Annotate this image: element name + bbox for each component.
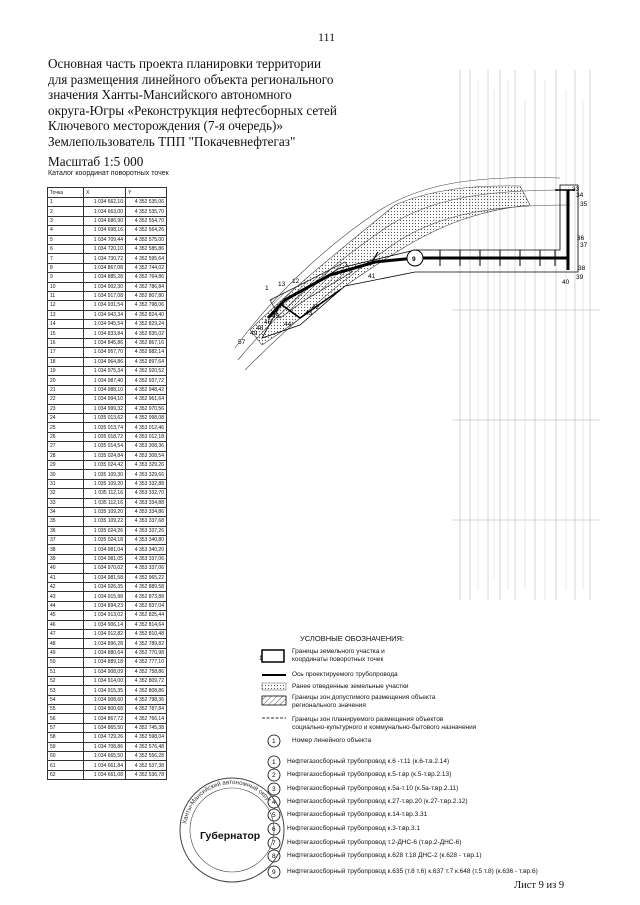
map-label: 41	[368, 273, 376, 280]
y-cell: 4 352 537,38	[126, 761, 167, 770]
object-number: 7	[272, 840, 276, 847]
point-cell: 36	[48, 526, 84, 535]
legend-item	[292, 683, 409, 691]
x-cell: 1 034 964,86	[84, 357, 126, 366]
sheet-number: Лист 9 из 9	[514, 880, 565, 891]
legend-text: Границы зон планируемого размещения объектов	[292, 716, 444, 723]
x-cell: 1 034 981,58	[84, 573, 126, 582]
point-cell: 62	[48, 770, 84, 779]
point-cell: 60	[48, 752, 84, 761]
map-label: 43	[305, 310, 313, 317]
object-number: 8	[272, 853, 276, 860]
point-cell: 46	[48, 620, 84, 629]
point-cell: 26	[48, 432, 84, 441]
point-cell: 32	[48, 489, 84, 498]
legend-text: Номер линейного объекта	[292, 737, 372, 744]
y-cell: 4 353 332,70	[126, 489, 167, 498]
point-cell: 28	[48, 451, 84, 460]
x-cell: 1 034 975,34	[84, 367, 126, 376]
x-cell: 1 034 915,98	[84, 592, 126, 601]
legend-text: Ранее отведенные земельные участки	[292, 683, 409, 690]
x-cell: 1 034 880,64	[84, 648, 126, 657]
legend-text: Ось проектируемого трубопровода	[292, 671, 398, 678]
legend-text: Границы земельного участка и	[292, 648, 385, 655]
map-label: 44	[284, 321, 292, 328]
x-cell: 1 034 945,54	[84, 320, 126, 329]
point-cell: 23	[48, 404, 84, 413]
y-cell: 4 353 334,88	[126, 498, 167, 507]
x-cell: 1 034 661,08	[84, 770, 126, 779]
x-cell: 1 034 889,18	[84, 658, 126, 667]
x-cell: 1 034 987,40	[84, 376, 126, 385]
point-cell: 13	[48, 310, 84, 319]
y-cell: 4 352 789,82	[126, 639, 167, 648]
y-cell: 4 353 340,20	[126, 545, 167, 554]
x-cell: 1 034 931,54	[84, 301, 126, 310]
y-cell: 4 352 786,84	[126, 282, 167, 291]
y-cell: 4 352 882,14	[126, 348, 167, 357]
x-cell: 1 034 729,26	[84, 733, 126, 742]
y-cell: 4 353 340,80	[126, 536, 167, 545]
x-cell: 1 034 662,10	[84, 198, 126, 207]
y-cell: 4 353 308,36	[126, 442, 167, 451]
y-cell: 4 353 334,86	[126, 507, 167, 516]
y-cell: 4 352 835,02	[126, 329, 167, 338]
header-y: Y	[126, 188, 167, 198]
x-cell: 1 034 970,02	[84, 564, 126, 573]
object-number: 2	[272, 772, 276, 779]
point-cell: 8	[48, 263, 84, 272]
point-cell: 9	[48, 273, 84, 282]
object-number: 5	[272, 812, 276, 819]
page-number: 111	[318, 30, 336, 44]
point-cell: 59	[48, 742, 84, 751]
point-cell: 57	[48, 723, 84, 732]
title-line: Основная часть проекта планировки территории	[48, 56, 322, 71]
x-cell: 1 035 112,16	[84, 498, 126, 507]
y-cell: 4 352 535,06	[126, 198, 167, 207]
point-cell: 52	[48, 676, 84, 685]
object-line: Нефтегазосборный трубопровод к.6 -т.11 (к.6-т.в.2.14)	[287, 758, 450, 765]
stamp-ring-text-path: Ханты-Мансийский автономный округ	[181, 778, 273, 825]
y-cell: 4 352 564,26	[126, 226, 167, 235]
title-line: Землепользователь ТПП "Покачевнефтегаз"	[48, 133, 296, 149]
object-number: 1	[272, 759, 276, 766]
y-cell: 4 353 337,26	[126, 526, 167, 535]
y-cell: 4 352 961,64	[126, 395, 167, 404]
y-cell: 4 352 770,98	[126, 648, 167, 657]
map-label: 1	[265, 285, 269, 292]
x-cell: 1 034 943,34	[84, 310, 126, 319]
x-cell: 1 035 109,20	[84, 479, 126, 488]
map-label: 42	[312, 304, 320, 311]
point-cell: 50	[48, 658, 84, 667]
point-cell: 19	[48, 367, 84, 376]
object-line: Нефтегазосборный трубопровод к.14-т.вр.3.31	[287, 811, 428, 818]
y-cell: 4 352 889,58	[126, 583, 167, 592]
point-cell: 31	[48, 479, 84, 488]
x-cell: 1 034 665,50	[84, 752, 126, 761]
point-cell: 45	[48, 611, 84, 620]
y-cell: 4 352 970,56	[126, 404, 167, 413]
x-cell: 1 034 999,32	[84, 404, 126, 413]
map-label: 57	[238, 339, 246, 346]
point-cell: 51	[48, 667, 84, 676]
map-label: 36	[577, 235, 585, 242]
point-cell: 34	[48, 507, 84, 516]
x-cell: 1 034 730,72	[84, 254, 126, 263]
point-cell: 7	[48, 254, 84, 263]
x-cell: 1 034 981,05	[84, 554, 126, 563]
object-line: Нефтегазосборный трубопровод к.5а-т.10 (к.5а-т.вр.2.11)	[287, 785, 459, 792]
point-cell: 1	[48, 198, 84, 207]
legend-title: УСЛОВНЫЕ ОБОЗНАЧЕНИЯ:	[300, 634, 405, 643]
point-cell: 25	[48, 423, 84, 432]
x-cell: 1 034 915,35	[84, 686, 126, 695]
legend-item	[292, 648, 385, 664]
object-number: 4	[272, 799, 276, 806]
title-line: для размещения линейного объекта регионального	[48, 71, 334, 87]
object-line: Нефтегазосборный трубопровод к.628 т.18 ДНС-2 (к.628 - т.вр.1)	[287, 852, 482, 859]
x-cell: 1 035 112,16	[84, 489, 126, 498]
x-cell: 1 034 896,28	[84, 639, 126, 648]
point-cell: 2	[48, 207, 84, 216]
point-cell: 43	[48, 592, 84, 601]
point-cell: 10	[48, 282, 84, 291]
y-cell: 4 352 829,24	[126, 320, 167, 329]
x-cell: 1 034 867,72	[84, 714, 126, 723]
y-cell: 4 352 535,70	[126, 207, 167, 216]
map-label: 39	[576, 274, 584, 281]
x-cell: 1 035 109,30	[84, 470, 126, 479]
point-cell: 53	[48, 686, 84, 695]
point-cell: 40	[48, 564, 84, 573]
y-cell: 4 352 575,00	[126, 235, 167, 244]
header-point: Точка	[48, 188, 84, 198]
point-cell: 18	[48, 357, 84, 366]
legend-item	[292, 737, 371, 745]
title-line: значения Ханты-Мансийского автономного	[48, 87, 292, 103]
x-cell: 1 034 865,50	[84, 723, 126, 732]
map-label: 38	[578, 265, 586, 272]
point-cell: 14	[48, 320, 84, 329]
map-label: 48	[256, 325, 264, 332]
y-cell: 4 352 554,70	[126, 216, 167, 225]
x-cell: 1 034 988,10	[84, 385, 126, 394]
point-cell: 12	[48, 301, 84, 310]
x-cell: 1 034 867,08	[84, 263, 126, 272]
map-label: 9	[412, 256, 416, 263]
point-cell: 55	[48, 705, 84, 714]
x-cell: 1 035 018,72	[84, 432, 126, 441]
object-line: Нефтегазосборный трубопровод к.635 (т.8 т.6) к.637 т.7 к.648 (т.5 т.8) (к.636 - т.вр.6)	[287, 868, 538, 875]
legend-text: социально-культурного и коммунально-бытового назначения	[292, 724, 477, 731]
stamp-center-text: Губернатор	[200, 830, 261, 842]
map-label: 34	[576, 192, 584, 199]
y-cell: 4 352 798,06	[126, 301, 167, 310]
y-cell: 4 352 873,88	[126, 592, 167, 601]
point-cell: 22	[48, 395, 84, 404]
object-number: 3	[272, 786, 276, 793]
map-label: 49	[250, 330, 258, 337]
y-cell: 4 352 807,80	[126, 291, 167, 300]
object-number: 9	[272, 869, 276, 876]
point-cell: 29	[48, 460, 84, 469]
point-cell: 47	[48, 629, 84, 638]
point-cell: 42	[48, 583, 84, 592]
point-cell: 6	[48, 244, 84, 253]
point-cell: 39	[48, 554, 84, 563]
y-cell: 4 352 809,72	[126, 676, 167, 685]
x-cell: 1 034 686,90	[84, 216, 126, 225]
x-cell: 1 034 885,28	[84, 273, 126, 282]
y-cell: 4 353 329,66	[126, 470, 167, 479]
x-cell: 1 034 906,14	[84, 620, 126, 629]
point-cell: 16	[48, 338, 84, 347]
x-cell: 1 034 913,02	[84, 611, 126, 620]
x-cell: 1 035 024,18	[84, 536, 126, 545]
map-vertical-texture	[478, 80, 583, 600]
point-cell: 44	[48, 601, 84, 610]
y-cell: 4 353 337,06	[126, 564, 167, 573]
x-cell: 1 034 912,82	[84, 629, 126, 638]
legend-text: Границы зон допустимого размещения объекта	[292, 694, 436, 701]
y-cell: 4 352 744,02	[126, 263, 167, 272]
point-cell: 30	[48, 470, 84, 479]
y-cell: 4 352 595,64	[126, 254, 167, 263]
x-cell: 1 035 024,84	[84, 451, 126, 460]
map-label: 45	[272, 313, 280, 320]
y-cell: 4 352 556,28	[126, 752, 167, 761]
y-cell: 4 352 745,38	[126, 723, 167, 732]
x-cell: 1 034 957,70	[84, 348, 126, 357]
x-cell: 1 034 894,23	[84, 601, 126, 610]
x-cell: 1 034 845,86	[84, 338, 126, 347]
y-cell: 4 353 332,88	[126, 479, 167, 488]
x-cell: 1 035 013,62	[84, 413, 126, 422]
point-cell: 3	[48, 216, 84, 225]
point-cell: 38	[48, 545, 84, 554]
map-label: 40	[562, 279, 570, 286]
point-cell: 61	[48, 761, 84, 770]
map-label: 37	[580, 242, 588, 249]
y-cell: 4 352 965,22	[126, 573, 167, 582]
point-cell: 20	[48, 376, 84, 385]
y-cell: 4 353 337,68	[126, 517, 167, 526]
x-cell: 1 034 800,68	[84, 705, 126, 714]
y-cell: 4 352 798,36	[126, 695, 167, 704]
y-cell: 4 352 897,64	[126, 357, 167, 366]
y-cell: 4 353 337,06	[126, 554, 167, 563]
x-cell: 1 035 109,22	[84, 517, 126, 526]
x-cell: 1 035 024,42	[84, 460, 126, 469]
x-cell: 1 034 833,84	[84, 329, 126, 338]
point-cell: 49	[48, 648, 84, 657]
point-cell: 27	[48, 442, 84, 451]
title-line: округа-Югры «Реконструкция нефтесборных сетей	[48, 102, 337, 118]
point-cell: 11	[48, 291, 84, 300]
object-line: Нефтегазосборный трубопровод к.5-т.вр (к.5-т.вр.2.13)	[287, 771, 452, 778]
x-cell: 1 034 994,10	[84, 395, 126, 404]
map-grid	[452, 70, 600, 600]
x-cell: 1 034 661,84	[84, 761, 126, 770]
y-cell: 4 352 808,86	[126, 686, 167, 695]
y-cell: 4 352 576,48	[126, 742, 167, 751]
map-label: 35	[580, 201, 588, 208]
y-cell: 4 352 814,64	[126, 620, 167, 629]
x-cell: 1 034 720,10	[84, 244, 126, 253]
title-line: Ключевого месторождения (7-я очередь)»	[48, 118, 283, 134]
point-cell: 21	[48, 385, 84, 394]
y-cell: 4 352 824,40	[126, 310, 167, 319]
point-cell: 41	[48, 573, 84, 582]
y-cell: 4 352 598,04	[126, 733, 167, 742]
x-cell: 1 034 908,60	[84, 695, 126, 704]
map-label: 33	[572, 186, 580, 193]
map-label: 12	[292, 278, 300, 285]
x-cell: 1 035 109,20	[84, 507, 126, 516]
x-cell: 1 035 013,74	[84, 423, 126, 432]
point-cell: 48	[48, 639, 84, 648]
x-cell: 1 034 708,86	[84, 742, 126, 751]
object-line: Нефтегазосборный трубопровод к.27-т.вр.20 (к.27-т.вр.2.12)	[287, 798, 468, 805]
legend-text: регионального значения	[292, 702, 366, 709]
y-cell: 4 352 810,48	[126, 629, 167, 638]
map-label: 13	[278, 281, 286, 288]
y-cell: 4 352 920,52	[126, 367, 167, 376]
object-line: Нефтегазосборный трубопровод т.2-ДНС-6 (т.вр.2-ДНС-6)	[287, 839, 462, 846]
point-cell: 5	[48, 235, 84, 244]
y-cell: 4 352 825,44	[126, 611, 167, 620]
x-cell: 1 034 902,30	[84, 282, 126, 291]
point-cell: 35	[48, 517, 84, 526]
catalog-title: Каталог координат поворотных точек	[48, 170, 169, 177]
x-cell: 1 034 917,08	[84, 291, 126, 300]
legend-item	[292, 716, 476, 732]
legend-item	[292, 694, 435, 710]
x-cell: 1 034 914,00	[84, 676, 126, 685]
point-cell: 54	[48, 695, 84, 704]
y-cell: 4 352 585,86	[126, 244, 167, 253]
legend-item	[292, 671, 398, 679]
legend-text: координаты поворотных точек	[292, 656, 384, 663]
y-cell: 4 352 948,42	[126, 385, 167, 394]
x-cell: 1 034 663,00	[84, 207, 126, 216]
y-cell: 4 352 536,78	[126, 770, 167, 779]
map-label: 46	[264, 319, 272, 326]
point-cell: 15	[48, 329, 84, 338]
x-cell: 1 034 981,04	[84, 545, 126, 554]
point-cell: 56	[48, 714, 84, 723]
legend-symbols	[259, 650, 286, 747]
y-cell: 4 353 329,26	[126, 460, 167, 469]
header-x: X	[84, 188, 126, 198]
x-cell: 1 035 024,26	[84, 526, 126, 535]
x-cell: 1 034 908,09	[84, 667, 126, 676]
y-cell: 4 352 764,86	[126, 273, 167, 282]
point-cell: 33	[48, 498, 84, 507]
point-cell: 24	[48, 413, 84, 422]
y-cell: 4 352 998,08	[126, 413, 167, 422]
y-cell: 4 353 012,46	[126, 423, 167, 432]
y-cell: 4 352 837,04	[126, 601, 167, 610]
y-cell: 4 352 787,84	[126, 705, 167, 714]
x-cell: 1 034 698,16	[84, 226, 126, 235]
y-cell: 4 353 308,54	[126, 451, 167, 460]
y-cell: 4 353 012,18	[126, 432, 167, 441]
y-cell: 4 352 867,16	[126, 338, 167, 347]
point-cell: 37	[48, 536, 84, 545]
y-cell: 4 352 758,86	[126, 667, 167, 676]
legend-number-label: 1	[272, 738, 276, 745]
point-cell: 17	[48, 348, 84, 357]
object-line: Нефтегазосборный трубопровод к.3-т.вр.3.1	[287, 825, 421, 832]
legend-boundary-label: 1	[259, 655, 263, 662]
point-cell: 58	[48, 733, 84, 742]
x-cell: 1 034 709,44	[84, 235, 126, 244]
y-cell: 4 352 766,14	[126, 714, 167, 723]
x-cell: 1 034 926,35	[84, 583, 126, 592]
y-cell: 4 352 937,72	[126, 376, 167, 385]
x-cell: 1 035 014,54	[84, 442, 126, 451]
y-cell: 4 352 777,10	[126, 658, 167, 667]
scale-label: Масштаб 1:5 000	[48, 154, 144, 169]
point-cell: 4	[48, 226, 84, 235]
object-number: 6	[272, 826, 276, 833]
